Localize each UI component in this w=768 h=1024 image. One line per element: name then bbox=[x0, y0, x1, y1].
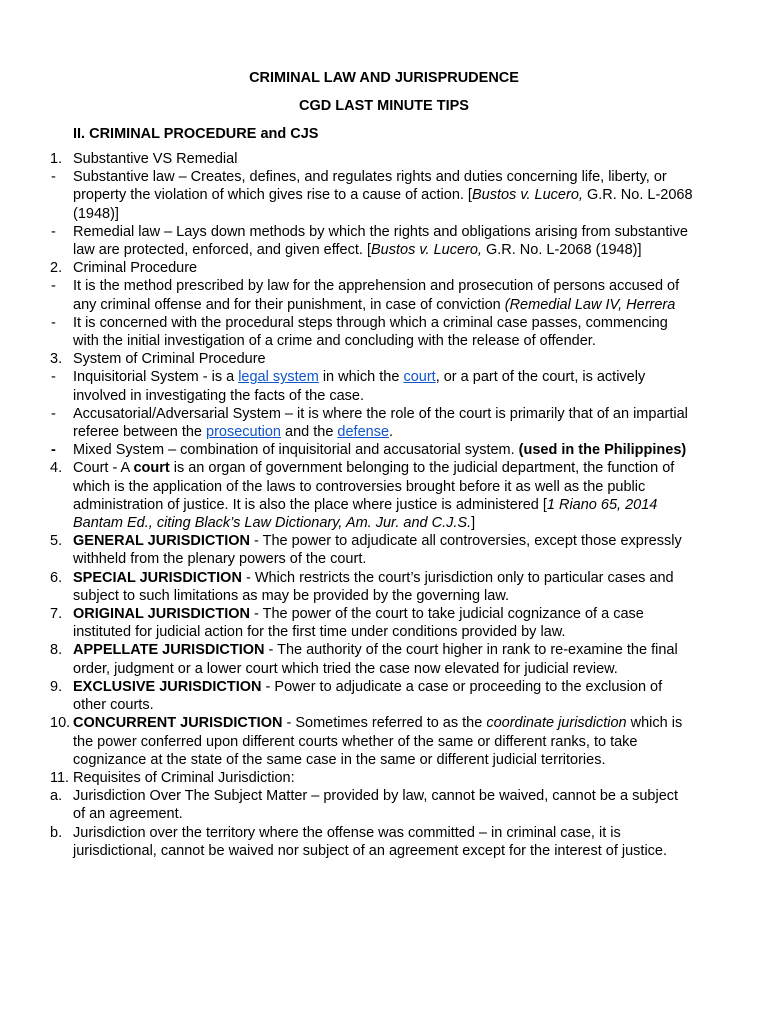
list-item-marker: 10. bbox=[50, 715, 71, 732]
list-item-text bbox=[73, 315, 668, 349]
list-item bbox=[0, 350, 768, 368]
list-item-marker: 2. bbox=[50, 260, 63, 277]
list-item bbox=[0, 277, 768, 313]
list-item-marker: - bbox=[51, 169, 56, 186]
list-item bbox=[0, 368, 768, 404]
text-segment: Remedial law – Lays down methods by which the rights and obligations arising from substantive law are protected, enforced, and given effect. [ bbox=[73, 223, 688, 259]
list-item-marker: 5. bbox=[50, 533, 63, 550]
text-segment: It is the method prescribed by law for the apprehension and prosecution of persons accused of any criminal offense and for their punishment, in case of conviction bbox=[73, 278, 680, 313]
list-item-text bbox=[73, 570, 674, 604]
document-title: CRIMINAL LAW AND JURISPRUDENCE bbox=[249, 70, 519, 86]
italic-text: (Remedial Law IV, Herrera bbox=[504, 296, 676, 313]
text-segment: - The power to adjudicate all controversies, except those expressly withheld from the plenary powers of the court. bbox=[73, 533, 682, 568]
list-item-text bbox=[73, 406, 688, 440]
text-segment: and the bbox=[280, 424, 338, 441]
list-item-text bbox=[73, 260, 197, 276]
list-item-text bbox=[73, 825, 667, 859]
list-item bbox=[0, 150, 768, 168]
list-item-marker: 7. bbox=[50, 606, 63, 623]
list-item-text bbox=[73, 151, 237, 167]
text-segment: Inquisitorial System - is a bbox=[73, 369, 239, 386]
italic-text: Bustos v. Lucero, bbox=[370, 242, 482, 259]
list-item-marker: 4. bbox=[50, 460, 63, 477]
bold-text: court bbox=[133, 460, 170, 477]
list-item-text bbox=[73, 770, 295, 786]
list-item-text bbox=[73, 224, 688, 258]
list-item bbox=[0, 769, 768, 787]
bold-text: EXCLUSIVE JURISDICTION bbox=[73, 678, 262, 695]
list-item-marker: 1. bbox=[50, 151, 63, 167]
list-item bbox=[0, 405, 768, 441]
text-segment: Criminal Procedure bbox=[73, 260, 198, 277]
text-segment: - Sometimes referred to as the bbox=[282, 715, 487, 732]
text-segment: ] bbox=[471, 515, 476, 532]
list-item-marker: - bbox=[51, 278, 56, 295]
section-heading: II. CRIMINAL PROCEDURE and CJS bbox=[73, 126, 319, 142]
list-item-marker: - bbox=[51, 314, 56, 331]
text-segment: - The power of the court to take judicial cognizance of a case instituted for judicial action for the first time under conditions provided by law. bbox=[73, 606, 644, 641]
text-segment: Mixed System – combination of inquisitorial and accusatorial system. bbox=[73, 442, 519, 459]
text-segment: System of Criminal Procedure bbox=[73, 351, 266, 368]
list-item-marker: - bbox=[51, 369, 56, 386]
text-segment: G.R. No. L-2068 (1948)] bbox=[481, 242, 642, 259]
list-item-text bbox=[73, 533, 682, 567]
hyperlink[interactable]: court bbox=[403, 369, 436, 386]
list-item-text bbox=[73, 715, 682, 767]
list-item-text bbox=[73, 278, 679, 312]
italic-text: 1 Riano 65, 2014 Bantam Ed., citing Black’s Law Dictionary, Am. Jur. and C.J.S. bbox=[73, 496, 658, 532]
text-segment: which is the power conferred upon different courts whether of the same or different ranks, to take cognizance at the state of the same case in the same or different judicial territories. bbox=[73, 715, 683, 768]
hyperlink[interactable]: legal system bbox=[238, 369, 319, 386]
text-segment: , or a part of the court, is actively involved in investigating the facts of the case. bbox=[73, 369, 646, 404]
list-item-marker: b. bbox=[50, 824, 63, 841]
list-item bbox=[0, 824, 768, 860]
bold-text: ORIGINAL JURISDICTION bbox=[73, 606, 250, 623]
text-segment: Jurisdiction over the territory where the offense was committed – in criminal case, it is jurisdictional, cannot be waived nor subject of an agreement except for the interest of justice. bbox=[73, 824, 668, 859]
text-segment: is an organ of government belonging to the judicial department, the function of which is the application of the laws to controversies brought before it as well as the public administration of justice. It is also the place where justice is administered [ bbox=[73, 460, 675, 513]
list-item bbox=[0, 441, 768, 459]
list-item-marker: 6. bbox=[50, 569, 63, 586]
list-item-marker: 11. bbox=[50, 769, 70, 786]
list-item-marker: - bbox=[51, 405, 56, 422]
document-subtitle: CGD LAST MINUTE TIPS bbox=[299, 98, 469, 114]
list-item-marker: 9. bbox=[50, 678, 63, 695]
text-segment: Court - A bbox=[73, 460, 134, 477]
list-item bbox=[0, 259, 768, 277]
list-item bbox=[0, 459, 768, 532]
list-item-marker: 3. bbox=[50, 351, 63, 368]
list-item bbox=[0, 569, 768, 605]
text-segment: Accusatorial/Adversarial System – it is where the role of the court is primarily that of an impartial referee between the bbox=[73, 405, 688, 441]
list-item bbox=[0, 641, 768, 677]
hyperlink[interactable]: defense bbox=[337, 424, 390, 441]
bold-text: APPELLATE JURISDICTION bbox=[73, 642, 265, 659]
hyperlink[interactable]: prosecution bbox=[206, 424, 281, 441]
list-item bbox=[0, 168, 768, 223]
list-item bbox=[0, 314, 768, 350]
list-item bbox=[0, 678, 768, 714]
list-item bbox=[0, 787, 768, 823]
list-item-marker: - bbox=[51, 223, 56, 240]
bold-text: (used in the Philippines) bbox=[518, 442, 687, 459]
list-item-text bbox=[73, 442, 686, 458]
list-item-marker: a. bbox=[50, 788, 63, 805]
text-segment: Substantive VS Remedial bbox=[73, 151, 238, 167]
list-item bbox=[0, 532, 768, 568]
list-item-text bbox=[73, 642, 678, 676]
list-item bbox=[0, 223, 768, 259]
text-segment: - Power to adjudicate a case or proceeding to the exclusion of other courts. bbox=[73, 678, 663, 714]
list-item-text bbox=[73, 351, 266, 367]
text-segment: Requisites of Criminal Jurisdiction: bbox=[73, 769, 295, 786]
bold-text: SPECIAL JURISDICTION bbox=[73, 569, 242, 586]
text-segment: Substantive law – Creates, defines, and regulates rights and duties concerning life, liberty, or property the violation of which gives rise to a cause of action. [ bbox=[73, 169, 667, 204]
text-segment: . bbox=[389, 424, 394, 441]
list-item bbox=[0, 714, 768, 769]
list-item-marker: 8. bbox=[50, 642, 63, 659]
text-segment: It is concerned with the procedural steps through which a criminal case passes, commencing with the initial investigation of a crime and concluding with the release of offender. bbox=[73, 314, 668, 350]
bold-text: GENERAL JURISDICTION bbox=[73, 533, 250, 550]
list-item-text bbox=[73, 606, 644, 640]
list-item-text bbox=[73, 679, 662, 713]
text-segment: in which the bbox=[318, 369, 404, 386]
text-segment: Jurisdiction Over The Subject Matter – provided by law, cannot be waived, cannot be a subject of an agreement. bbox=[73, 788, 679, 823]
text-segment: G.R. No. L-2068 (1948)] bbox=[73, 187, 693, 222]
italic-text: coordinate jurisdiction bbox=[486, 715, 627, 732]
list-item-marker: - bbox=[51, 442, 56, 459]
text-segment: - Which restricts the court’s jurisdiction only to particular cases and subject to such limitations as may be provided by the governing law. bbox=[73, 569, 674, 604]
italic-text: Bustos v. Lucero, bbox=[471, 187, 583, 204]
list-item-text bbox=[73, 169, 693, 221]
list-item-text bbox=[73, 788, 678, 822]
document-list bbox=[0, 150, 768, 860]
bold-text: CONCURRENT JURISDICTION bbox=[73, 715, 283, 732]
text-segment: - The authority of the court higher in rank to re-examine the final order, judgment or a lower court which tried the case now elevated for judicial review. bbox=[73, 642, 678, 677]
list-item-text bbox=[73, 369, 645, 403]
list-item-text bbox=[73, 460, 674, 531]
list-item bbox=[0, 605, 768, 641]
